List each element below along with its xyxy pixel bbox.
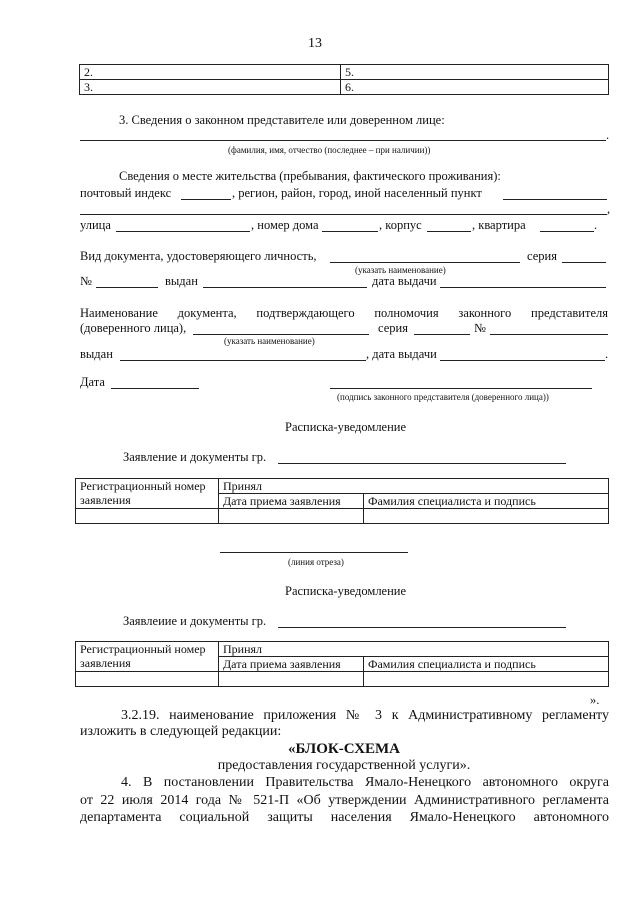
para1-line2: изложить в следующей редакции: — [80, 724, 282, 739]
end-mark: ». — [590, 693, 600, 707]
date-field-line[interactable] — [111, 388, 199, 389]
region-end: , — [607, 202, 611, 216]
table-cell[interactable] — [364, 672, 609, 687]
specialist-header: Фамилия специалиста и подпись — [364, 657, 609, 672]
table-cell[interactable] — [219, 672, 364, 687]
page-number: 13 — [308, 36, 322, 51]
street-field-line[interactable] — [116, 231, 250, 232]
date-header: Дата приема заявления — [219, 657, 364, 672]
doc-caption: (указать наименование) — [355, 265, 446, 275]
accepted-header: Принял — [219, 479, 609, 494]
flat-label: , квартира — [472, 218, 526, 232]
authority-end: . — [605, 347, 609, 361]
table-cell: 6. — [341, 80, 609, 95]
postal-field-line[interactable] — [181, 199, 231, 200]
receipt-title: Расписка-уведомление — [285, 584, 407, 598]
receipt-table — [75, 641, 609, 687]
table-cell: 2. — [80, 65, 341, 80]
authority-caption: (указать наименование) — [224, 336, 315, 346]
table-row — [76, 642, 609, 657]
address-continuation-line[interactable] — [80, 214, 607, 215]
signature-caption: (подпись законного представителя (доверенного лица)) — [337, 392, 549, 402]
flat-end: . — [594, 218, 598, 232]
house-field-line[interactable] — [322, 231, 378, 232]
region-label: , регион, район, город, иной населенный пункт — [232, 186, 482, 200]
authority-series-field-line[interactable] — [414, 334, 470, 335]
id-doc-label: Вид документа, удостоверяющего личность, — [80, 249, 317, 263]
cut-line — [220, 552, 408, 553]
house-label: , номер дома — [251, 218, 319, 232]
table-row — [80, 80, 609, 95]
table-row — [76, 509, 609, 524]
table-cell: 5. — [341, 65, 609, 80]
issued-label: выдан — [165, 274, 198, 288]
building-field-line[interactable] — [427, 231, 471, 232]
para1-line1: 3.2.19. наименование приложения № 3 к Административному регламенту — [121, 708, 609, 723]
fio-caption: (фамилия, имя, отчество (последнее – при наличии)) — [228, 145, 431, 155]
authority-date-field-line[interactable] — [440, 360, 605, 361]
table-cell: 3. — [80, 80, 341, 95]
section-heading: 3. Сведения о законном представителе или доверенном лице: — [119, 113, 445, 127]
issued-field-line[interactable] — [203, 287, 367, 288]
table-row — [76, 672, 609, 687]
number-label: № — [80, 274, 92, 288]
table-cell[interactable] — [76, 509, 219, 524]
cut-caption: (линия отреза) — [288, 557, 344, 567]
receipt-name-field-line[interactable] — [278, 627, 566, 628]
table-row — [76, 479, 609, 494]
building-label: , корпус — [379, 218, 422, 232]
authority-doc-field-line[interactable] — [193, 334, 369, 335]
street-label: улица — [80, 218, 111, 232]
table-cell[interactable] — [219, 509, 364, 524]
authority-issued-field-line[interactable] — [120, 360, 366, 361]
date-header: Дата приема заявления — [219, 494, 364, 509]
receipt-name-field-line[interactable] — [278, 463, 566, 464]
authority-line2-label: (доверенного лица), — [80, 321, 187, 335]
residence-title: Сведения о месте жительства (пребывания, фактического проживания): — [119, 169, 501, 183]
table-row — [80, 65, 609, 80]
receipt-table — [75, 478, 609, 524]
series-field-line[interactable] — [562, 262, 606, 263]
para2-line2: от 22 июля 2014 года № 521-П «Об утверждении Административного регламента — [80, 793, 609, 808]
authority-issued-label: выдан — [80, 347, 113, 361]
issue-date-field-line[interactable] — [440, 287, 606, 288]
receipt-title: Расписка-уведомление — [285, 420, 407, 434]
postal-label: почтовый индекс — [80, 186, 172, 200]
authority-number-label: № — [474, 321, 486, 335]
accepted-header: Принял — [219, 642, 609, 657]
signature-field-line[interactable] — [330, 388, 592, 389]
block-subtitle: предоставления государственной услуги». — [217, 758, 471, 773]
reg-number-header: Регистрационный номер заявления — [76, 479, 219, 509]
table-cell[interactable] — [76, 672, 219, 687]
table-cell[interactable] — [364, 509, 609, 524]
id-doc-field-line[interactable] — [330, 262, 520, 263]
para2-line3: департамента социальной защиты населения Ямало-Ненецкого автономного — [80, 810, 609, 825]
fio-end: . — [606, 128, 610, 142]
series-label: серия — [527, 249, 557, 263]
issue-date-label: дата выдачи — [372, 274, 437, 288]
locality-field-line[interactable] — [503, 199, 607, 200]
reg-number-header: Регистрационный номер заявления — [76, 642, 219, 672]
flat-field-line[interactable] — [540, 231, 594, 232]
authority-date-label: , дата выдачи — [366, 347, 437, 361]
receipt-docs-label: Заявлеиие и документы гр. — [123, 614, 267, 628]
authority-number-field-line[interactable] — [490, 334, 608, 335]
authority-series-label: серия — [378, 321, 408, 335]
specialist-header: Фамилия специалиста и подпись — [364, 494, 609, 509]
date-label: Дата — [80, 375, 105, 389]
receipt-docs-label: Заявление и документы гр. — [123, 450, 267, 464]
fio-field-line[interactable] — [80, 140, 606, 141]
authority-line1: Наименование документа, подтверждающего полномочия законного представителя — [80, 306, 608, 320]
number-field-line[interactable] — [96, 287, 158, 288]
top-table — [79, 64, 609, 95]
para2-line1: 4. В постановлении Правительства Ямало-Ненецкого автономного округа — [121, 775, 609, 790]
block-title: «БЛОК-СХЕМА — [287, 741, 401, 757]
